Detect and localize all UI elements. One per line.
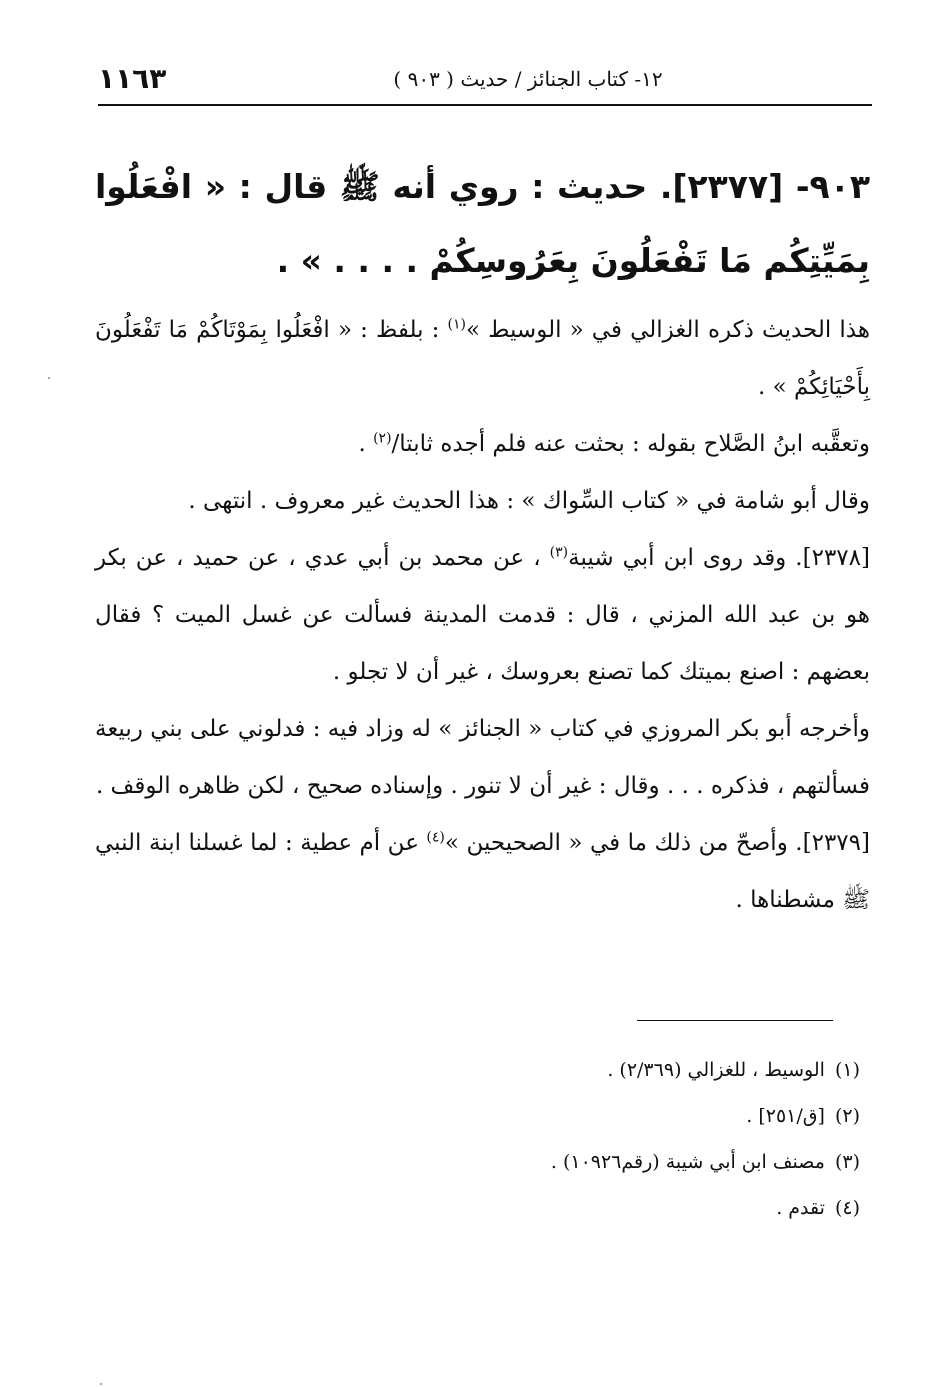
footnote-separator — [637, 1020, 833, 1021]
paragraph-text: وأخرجه أبو بكر المروزي في كتاب « الجنائز » له وزاد فيه : فدلوني على بني ربيعة فسألتهم ، فذكره . . . وقال : غير أن لا تنور . وإسناده صحيح ، لكن ظاهره الوقف . — [95, 716, 870, 799]
paragraph — [95, 815, 870, 929]
scan-speck — [48, 377, 50, 379]
paragraph-text: وقال أبو شامة في « كتاب السِّواك » : هذا الحديث غير معروف . انتهى . — [188, 488, 870, 514]
main-text — [95, 150, 870, 929]
footnote-text: تقدم . — [776, 1197, 825, 1219]
paragraph — [95, 473, 870, 530]
page-number: ١١٦٣ — [98, 62, 167, 95]
footnote — [95, 1185, 860, 1231]
footnote-ref[interactable]: (٣) — [549, 544, 569, 561]
paragraph-text: عن أم عطية : لما غسلنا ابنة النبي ﷺ مشطناها . — [95, 830, 870, 913]
footnote-text: الوسيط ، للغزالي (٢/٣٦٩) . — [607, 1059, 825, 1081]
paragraph — [95, 302, 870, 416]
scan-speck — [100, 1383, 102, 1385]
paragraph — [95, 701, 870, 815]
hadith-title: ٩٠٣- [٢٣٧٧]. حديث : روي أنه ﷺ قال : « افْعَلُوا بِمَيِّتِكُم مَا تَفْعَلُونَ بِعَرُوسِكُمْ . . . . » . — [95, 167, 870, 280]
paragraph-text: هذا الحديث ذكره الغزالي في « الوسيط » — [465, 317, 871, 343]
header-rule — [98, 104, 872, 106]
paragraph — [95, 416, 870, 473]
footnotes — [95, 1047, 860, 1231]
footnote-text: [ق/٢٥١] . — [746, 1105, 825, 1127]
footnote-ref[interactable]: (١) — [447, 316, 466, 333]
footnote — [95, 1047, 860, 1093]
paragraph-text: وتعقَّبه ابنُ الصَّلاح بقوله : بحثت عنه فلم أجده ثابتا/ — [391, 431, 870, 457]
footnote-number: (١) — [834, 1059, 860, 1081]
footnote — [95, 1093, 860, 1139]
paragraph-text: ، عن محمد بن أبي عدي ، عن حميد ، عن بكر هو بن عبد الله المزني ، قال : قدمت المدينة فسألت عن غسل الميت ؟ فقال بعضهم : اصنع بميتك كما تصنع بعروسك ، غير أن لا تجلو . — [95, 545, 870, 685]
running-head: ١٢- كتاب الجنائز / حديث ( ٩٠٣ ) — [393, 67, 663, 91]
footnote-ref[interactable]: (٤) — [426, 829, 445, 846]
footnote-ref[interactable]: (٢) — [373, 430, 392, 447]
footnote-text: مصنف ابن أبي شيبة (رقم١٠٩٢٦) . — [550, 1151, 825, 1173]
paragraph-text: [٢٣٧٩]. وأصحّ من ذلك ما في « الصحيحين » — [444, 830, 870, 856]
page-header — [98, 62, 870, 102]
footnote-number: (٤) — [834, 1197, 860, 1219]
footnote-number: (٣) — [834, 1151, 860, 1173]
paragraph-text: [٢٣٧٨]. وقد روى ابن أبي شيبة — [568, 545, 870, 571]
paragraph — [95, 530, 870, 701]
paragraph-text: : بلفظ : « افْعَلُوا بِمَوْتَاكُمْ مَا تَفْعَلُونَ بِأَحْيَائِكُمْ » . — [95, 317, 870, 400]
footnote — [95, 1139, 860, 1185]
paragraph-text: . — [358, 431, 374, 457]
footnote-number: (٢) — [834, 1105, 860, 1127]
